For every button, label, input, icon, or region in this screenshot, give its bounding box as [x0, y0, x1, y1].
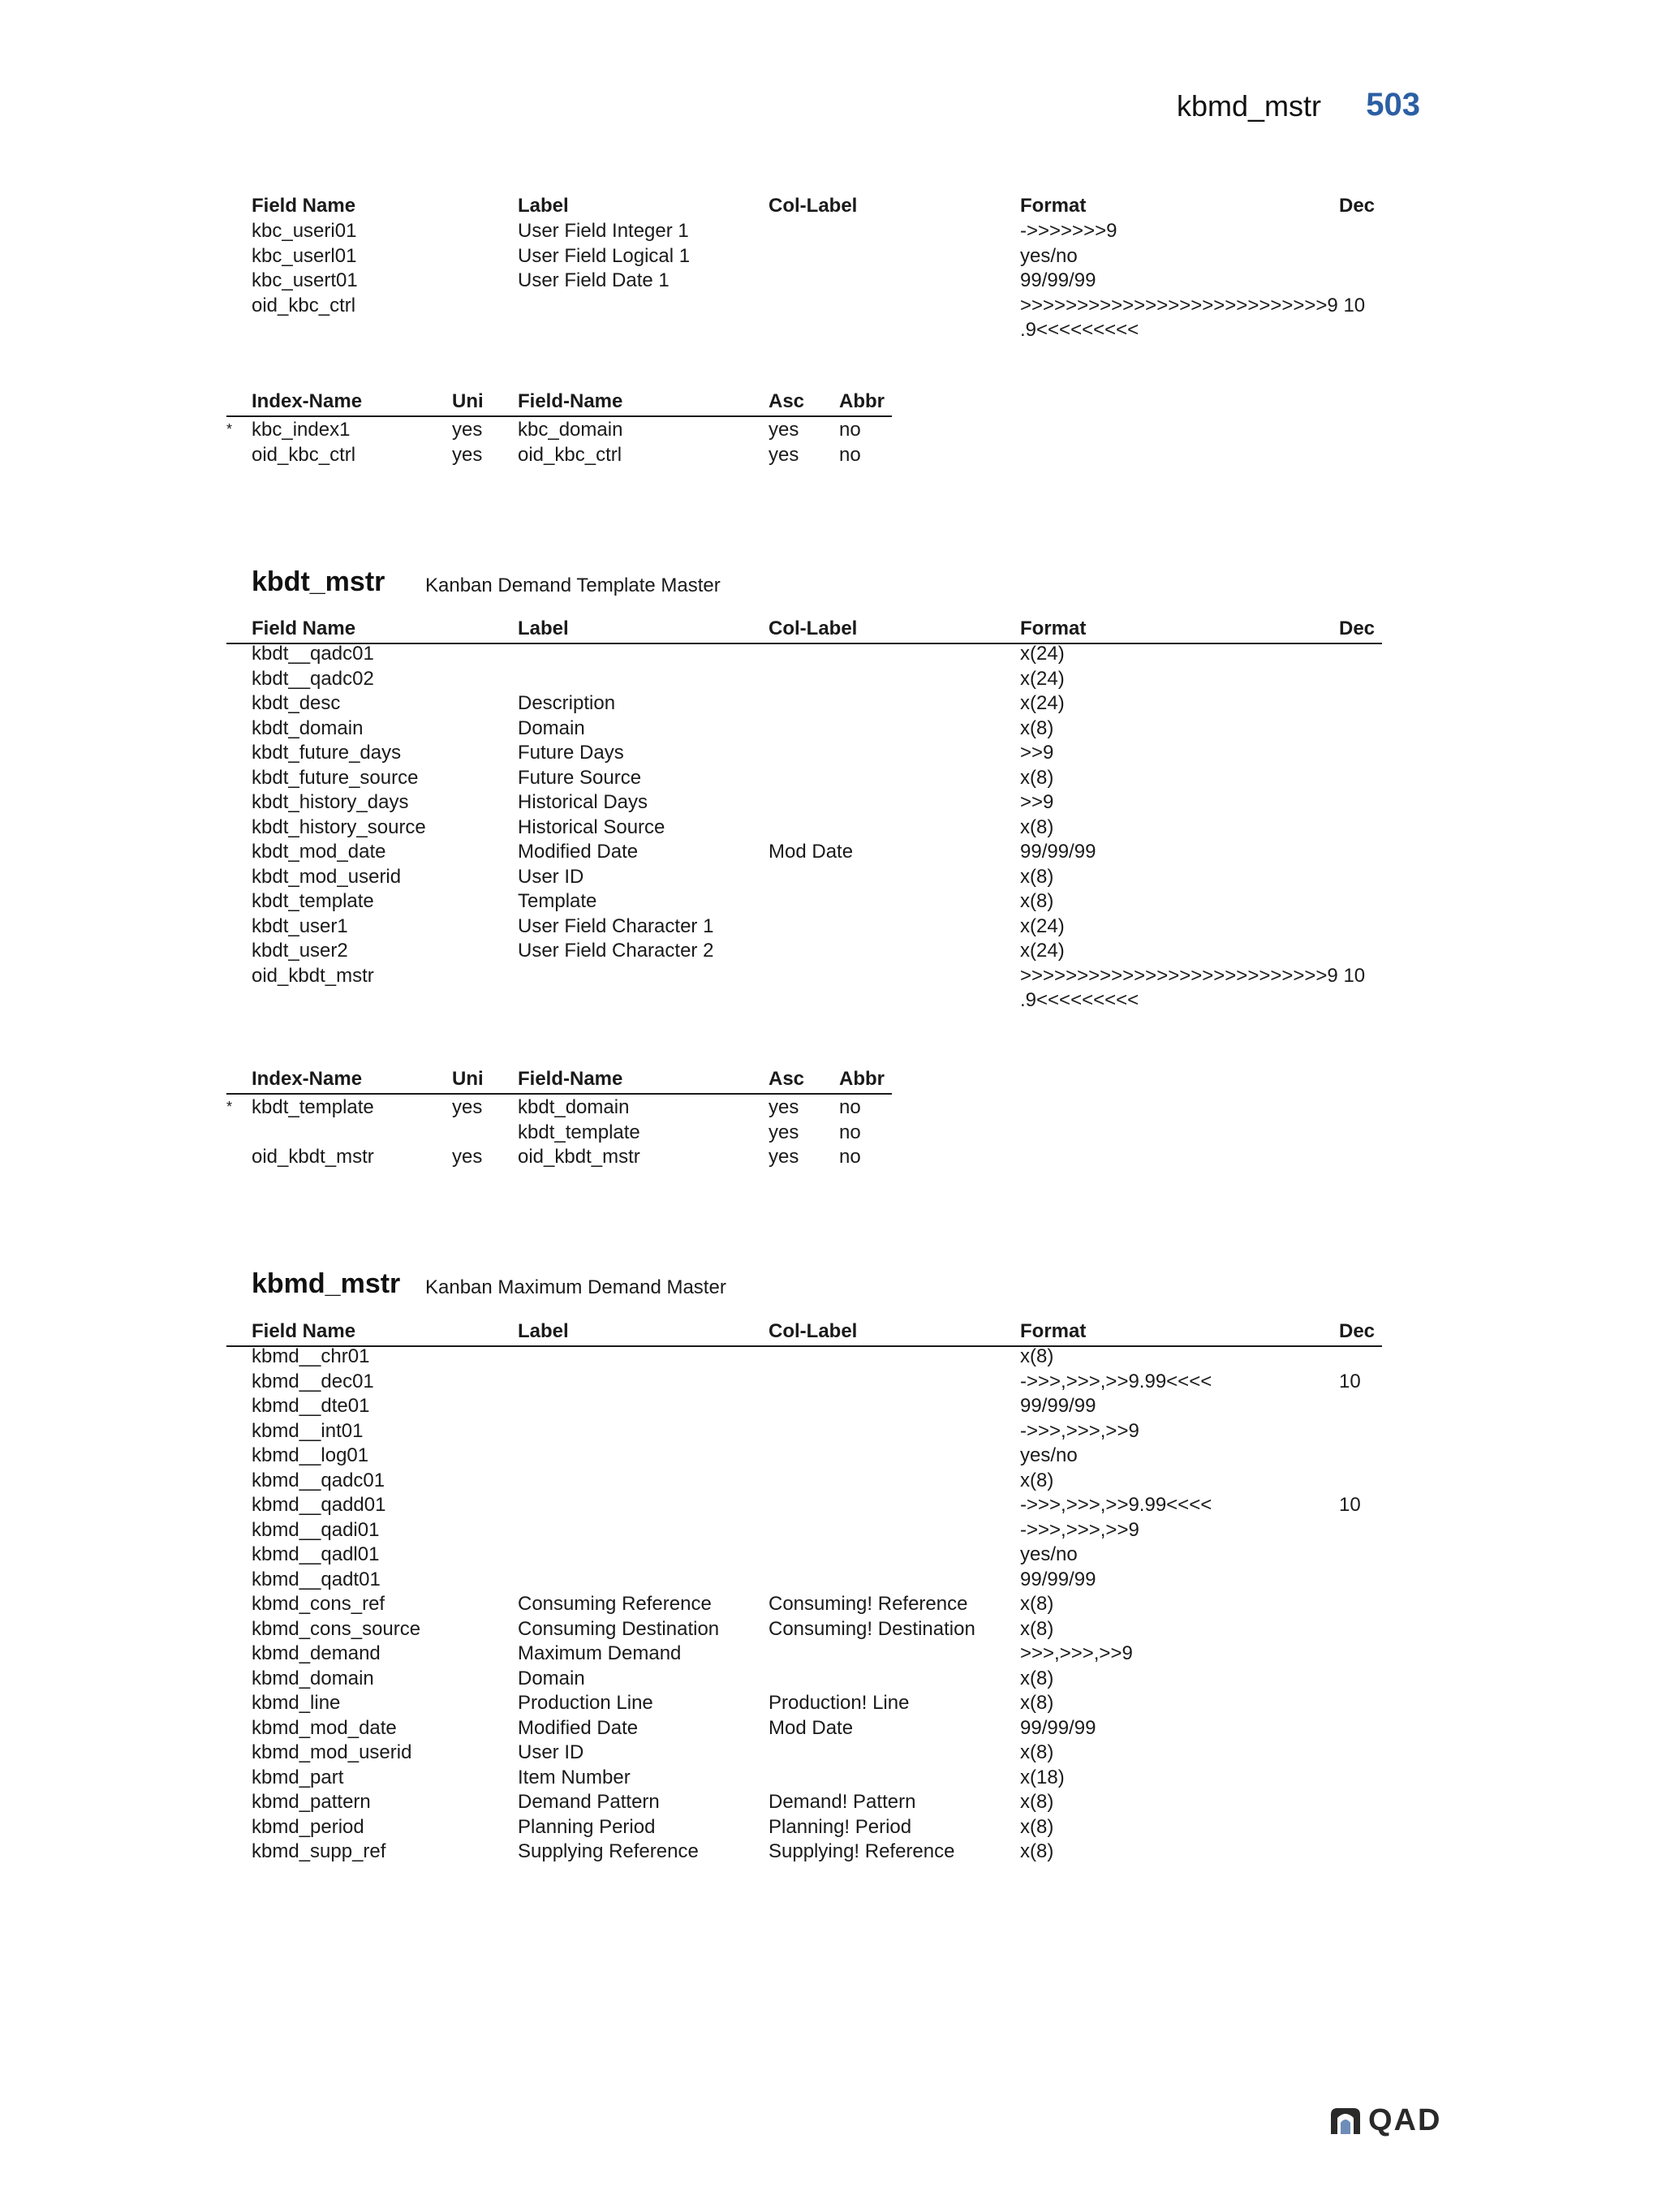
field-label: User ID: [518, 865, 584, 888]
field-format: x(8): [1020, 1692, 1054, 1714]
field-row: [0, 1517, 1662, 1543]
field-row: [0, 1369, 1662, 1394]
field-format: >>>>>>>>>>>>>>>>>>>>>>>>>>>9 10: [1020, 294, 1366, 316]
field-label: Consuming Reference: [518, 1593, 712, 1615]
field-row: [0, 864, 1662, 889]
field-label: Historical Days: [518, 791, 648, 813]
field-col-label: Production! Line: [769, 1692, 910, 1714]
field-name: kbmd__qadt01: [252, 1568, 381, 1590]
index-abbr: no: [839, 1121, 861, 1143]
field-label: User Field Character 2: [518, 940, 714, 962]
field-label: User Field Logical 1: [518, 244, 691, 267]
field-format: x(24): [1020, 667, 1065, 690]
index-ascending: yes: [769, 1096, 799, 1118]
field-format: x(8): [1020, 717, 1054, 739]
index-ascending: yes: [769, 1146, 799, 1168]
index-abbr: no: [839, 1146, 861, 1168]
primary-index-marker: *: [226, 1099, 233, 1115]
field-row: [0, 691, 1662, 716]
field-format: x(24): [1020, 940, 1065, 962]
field-name: kbmd_mod_date: [252, 1716, 397, 1739]
index-unique: yes: [452, 1096, 483, 1118]
field-label: Future Source: [518, 766, 642, 789]
field-label: Modified Date: [518, 1716, 639, 1739]
field-format: yes/no: [1020, 1444, 1078, 1466]
field-row: [0, 889, 1662, 914]
index-row: [0, 442, 1662, 467]
field-format: yes/no: [1020, 244, 1078, 267]
index-abbr: no: [839, 419, 861, 441]
index-unique: yes: [452, 443, 483, 466]
field-row: [0, 765, 1662, 790]
field-row: [0, 1789, 1662, 1814]
field-format: 99/99/99: [1020, 1716, 1096, 1739]
field-name: kbdt_user2: [252, 940, 348, 962]
field-name: kbdt_user1: [252, 914, 348, 937]
header-label: Label: [518, 1320, 569, 1342]
header-abbr: Abbr: [839, 1068, 885, 1090]
index-name: oid_kbdt_mstr: [252, 1146, 374, 1168]
section-title: kbdt_mstr: [252, 566, 385, 597]
index-ascending: yes: [769, 443, 799, 466]
field-label: Maximum Demand: [518, 1642, 682, 1664]
header-format: Format: [1020, 618, 1087, 639]
field-row: [0, 1690, 1662, 1715]
field-name: kbdt_future_source: [252, 766, 419, 789]
field-format: x(24): [1020, 914, 1065, 937]
field-label: Template: [518, 890, 597, 912]
field-label: Consuming Destination: [518, 1617, 720, 1640]
field-name: kbdt_desc: [252, 692, 341, 714]
field-name: kbmd_period: [252, 1815, 364, 1838]
field-label: User Field Date 1: [518, 269, 670, 291]
field-row: [0, 740, 1662, 765]
field-row: [0, 1814, 1662, 1840]
field-label: Domain: [518, 1667, 585, 1689]
index-name: kbc_index1: [252, 419, 351, 441]
field-name: kbmd__qadd01: [252, 1494, 386, 1516]
field-name: oid_kbc_ctrl: [252, 294, 356, 316]
field-row: [0, 666, 1662, 691]
field-format: x(8): [1020, 766, 1054, 789]
field-format: x(8): [1020, 865, 1054, 888]
field-label: Production Line: [518, 1692, 653, 1714]
field-name: kbdt_future_days: [252, 742, 402, 764]
field-row: [0, 1740, 1662, 1765]
header-index-name: Index-Name: [252, 1068, 363, 1090]
field-label: Future Days: [518, 742, 624, 764]
field-format: >>9: [1020, 791, 1054, 813]
field-format: ->>>,>>>,>>9: [1020, 1518, 1139, 1541]
field-format: x(18): [1020, 1766, 1065, 1788]
field-name: kbmd_domain: [252, 1667, 374, 1689]
section-description: Kanban Maximum Demand Master: [425, 1276, 726, 1298]
field-row: [0, 1616, 1662, 1642]
field-format: x(8): [1020, 1741, 1054, 1763]
header-uni: Uni: [452, 390, 484, 412]
field-col-label: Planning! Period: [769, 1815, 912, 1838]
field-name: kbdt_template: [252, 890, 374, 912]
header-uni: Uni: [452, 1068, 484, 1090]
field-col-label: Consuming! Reference: [769, 1593, 968, 1615]
page-number: 503: [1366, 87, 1420, 123]
field-format: x(8): [1020, 1593, 1054, 1615]
header-abbr: Abbr: [839, 390, 885, 412]
index-row: [0, 1144, 1662, 1169]
header-asc: Asc: [769, 390, 805, 412]
field-dec: 10: [1339, 1370, 1361, 1392]
field-format: 99/99/99: [1020, 1395, 1096, 1417]
field-format: yes/no: [1020, 1543, 1078, 1565]
field-row: [0, 938, 1662, 963]
field-col-label: Mod Date: [769, 841, 854, 863]
field-row: [0, 963, 1662, 988]
field-format: x(24): [1020, 643, 1065, 665]
field-label: Modified Date: [518, 841, 639, 863]
field-label: User Field Integer 1: [518, 220, 689, 242]
field-row: [0, 243, 1662, 269]
field-row: [0, 641, 1662, 666]
index-field-name: oid_kbc_ctrl: [518, 443, 622, 466]
field-format: ->>>,>>>,>>9.99<<<<: [1020, 1494, 1212, 1516]
field-name: kbc_usert01: [252, 269, 358, 291]
field-name: kbmd__qadc01: [252, 1469, 385, 1491]
index-abbr: no: [839, 443, 861, 466]
field-name: kbmd__int01: [252, 1419, 364, 1442]
header-format: Format: [1020, 1320, 1087, 1342]
field-row: [0, 1839, 1662, 1864]
field-label: Historical Source: [518, 816, 665, 838]
qad-logo: [1329, 2103, 1441, 2138]
field-row: [0, 1641, 1662, 1666]
field-row: [0, 1344, 1662, 1369]
field-row: [0, 988, 1662, 1013]
header-col-label: Col-Label: [769, 195, 858, 217]
field-format: x(8): [1020, 1469, 1054, 1491]
header-dec: Dec: [1339, 1320, 1376, 1342]
field-format: 99/99/99: [1020, 269, 1096, 291]
header-format: Format: [1020, 195, 1087, 217]
field-col-label: Supplying! Reference: [769, 1840, 955, 1862]
field-format: .9<<<<<<<<<: [1020, 989, 1139, 1011]
field-row: [0, 317, 1662, 342]
field-name: kbc_userl01: [252, 244, 357, 267]
field-label: Description: [518, 692, 616, 714]
field-col-label: Consuming! Destination: [769, 1617, 975, 1640]
field-format: 99/99/99: [1020, 841, 1096, 863]
index-table-header: [0, 389, 1662, 414]
field-label: User ID: [518, 1741, 584, 1763]
header-asc: Asc: [769, 1068, 805, 1090]
primary-index-marker: *: [226, 421, 233, 437]
index-table-header: [0, 1066, 1662, 1091]
index-name: oid_kbc_ctrl: [252, 443, 356, 466]
index-ascending: yes: [769, 1121, 799, 1143]
field-row: [0, 914, 1662, 939]
field-name: kbdt_mod_date: [252, 841, 386, 863]
field-format: x(8): [1020, 1815, 1054, 1838]
field-format: x(8): [1020, 816, 1054, 838]
logo-text: QAD: [1368, 2103, 1442, 2137]
field-row: [0, 1542, 1662, 1567]
field-format: x(24): [1020, 692, 1065, 714]
field-format: .9<<<<<<<<<: [1020, 319, 1139, 341]
field-name: kbdt__qadc02: [252, 667, 374, 690]
field-format: x(8): [1020, 1345, 1054, 1367]
field-name: kbc_useri01: [252, 220, 357, 242]
field-label: Planning Period: [518, 1815, 656, 1838]
field-dec: 10: [1339, 1494, 1361, 1516]
header-label: Label: [518, 195, 569, 217]
field-format: >>9: [1020, 742, 1054, 764]
header-dec: Dec: [1339, 195, 1376, 217]
header-field-name: Field Name: [252, 1320, 356, 1342]
page-header-table-name: kbmd_mstr: [1176, 89, 1321, 123]
field-table-header: [0, 193, 1662, 218]
field-row: [0, 1393, 1662, 1418]
field-format: x(8): [1020, 1840, 1054, 1862]
index-abbr: no: [839, 1096, 861, 1118]
field-row: [0, 1715, 1662, 1741]
field-format: >>>,>>>,>>9: [1020, 1642, 1133, 1664]
header-index-field-name: Field-Name: [518, 390, 623, 412]
field-name: kbdt_history_source: [252, 816, 426, 838]
field-row: [0, 1567, 1662, 1592]
field-col-label: Mod Date: [769, 1716, 854, 1739]
field-row: [0, 1418, 1662, 1444]
field-name: kbmd_mod_userid: [252, 1741, 412, 1763]
field-row: [0, 839, 1662, 864]
header-col-label: Col-Label: [769, 618, 858, 639]
field-name: kbmd_pattern: [252, 1791, 371, 1813]
field-row: [0, 1591, 1662, 1616]
field-name: kbmd_supp_ref: [252, 1840, 386, 1862]
field-name: kbmd__qadi01: [252, 1518, 380, 1541]
field-name: kbmd_line: [252, 1692, 341, 1714]
field-format: 99/99/99: [1020, 1568, 1096, 1590]
field-name: kbdt_domain: [252, 717, 364, 739]
field-row: [0, 815, 1662, 840]
index-field-name: kbdt_template: [518, 1121, 640, 1143]
field-row: [0, 293, 1662, 318]
index-field-name: kbdt_domain: [518, 1096, 630, 1118]
index-ascending: yes: [769, 419, 799, 441]
index-row: [0, 1120, 1662, 1145]
field-name: oid_kbdt_mstr: [252, 964, 374, 987]
header-field-name: Field Name: [252, 195, 356, 217]
header-index-name: Index-Name: [252, 390, 363, 412]
field-name: kbmd__log01: [252, 1444, 369, 1466]
field-format: ->>>,>>>,>>9.99<<<<: [1020, 1370, 1212, 1392]
field-format: x(8): [1020, 1617, 1054, 1640]
field-row: [0, 218, 1662, 243]
header-index-field-name: Field-Name: [518, 1068, 623, 1090]
field-row: [0, 1443, 1662, 1468]
index-unique: yes: [452, 1146, 483, 1168]
field-row: [0, 1468, 1662, 1493]
field-name: kbmd__chr01: [252, 1345, 370, 1367]
field-label: User Field Character 1: [518, 914, 714, 937]
field-name: kbdt_history_days: [252, 791, 409, 813]
field-name: kbmd__dte01: [252, 1395, 370, 1417]
index-field-name: kbc_domain: [518, 419, 623, 441]
field-row: [0, 1765, 1662, 1790]
index-row: [0, 1095, 1662, 1120]
field-name: kbmd__dec01: [252, 1370, 374, 1392]
field-format: >>>>>>>>>>>>>>>>>>>>>>>>>>>9 10: [1020, 964, 1366, 987]
field-row: [0, 1492, 1662, 1517]
field-row: [0, 790, 1662, 815]
index-unique: yes: [452, 419, 483, 441]
field-label: Domain: [518, 717, 585, 739]
header-dec: Dec: [1339, 618, 1376, 639]
index-row: [0, 417, 1662, 442]
field-label: Demand Pattern: [518, 1791, 660, 1813]
field-format: ->>>>>>>9: [1020, 220, 1117, 242]
header-label: Label: [518, 618, 569, 639]
field-format: ->>>,>>>,>>9: [1020, 1419, 1139, 1442]
field-label: Supplying Reference: [518, 1840, 699, 1862]
header-field-name: Field Name: [252, 618, 356, 639]
field-format: x(8): [1020, 1791, 1054, 1813]
index-name: kbdt_template: [252, 1096, 374, 1118]
field-name: kbdt_mod_userid: [252, 865, 402, 888]
field-name: kbdt__qadc01: [252, 643, 374, 665]
field-table-header: [0, 1319, 1662, 1344]
field-name: kbmd__qadl01: [252, 1543, 380, 1565]
field-name: kbmd_cons_source: [252, 1617, 421, 1640]
field-col-label: Demand! Pattern: [769, 1791, 916, 1813]
field-format: x(8): [1020, 1667, 1054, 1689]
field-row: [0, 268, 1662, 293]
field-table-header: [0, 616, 1662, 641]
field-format: x(8): [1020, 890, 1054, 912]
qad-logo-icon: [1329, 2107, 1362, 2136]
field-row: [0, 716, 1662, 741]
field-name: kbmd_demand: [252, 1642, 381, 1664]
section-description: Kanban Demand Template Master: [425, 575, 721, 596]
field-name: kbmd_part: [252, 1766, 344, 1788]
field-row: [0, 1666, 1662, 1691]
section-title: kbmd_mstr: [252, 1268, 401, 1299]
field-name: kbmd_cons_ref: [252, 1593, 385, 1615]
header-col-label: Col-Label: [769, 1320, 858, 1342]
field-label: Item Number: [518, 1766, 631, 1788]
index-field-name: oid_kbdt_mstr: [518, 1146, 640, 1168]
